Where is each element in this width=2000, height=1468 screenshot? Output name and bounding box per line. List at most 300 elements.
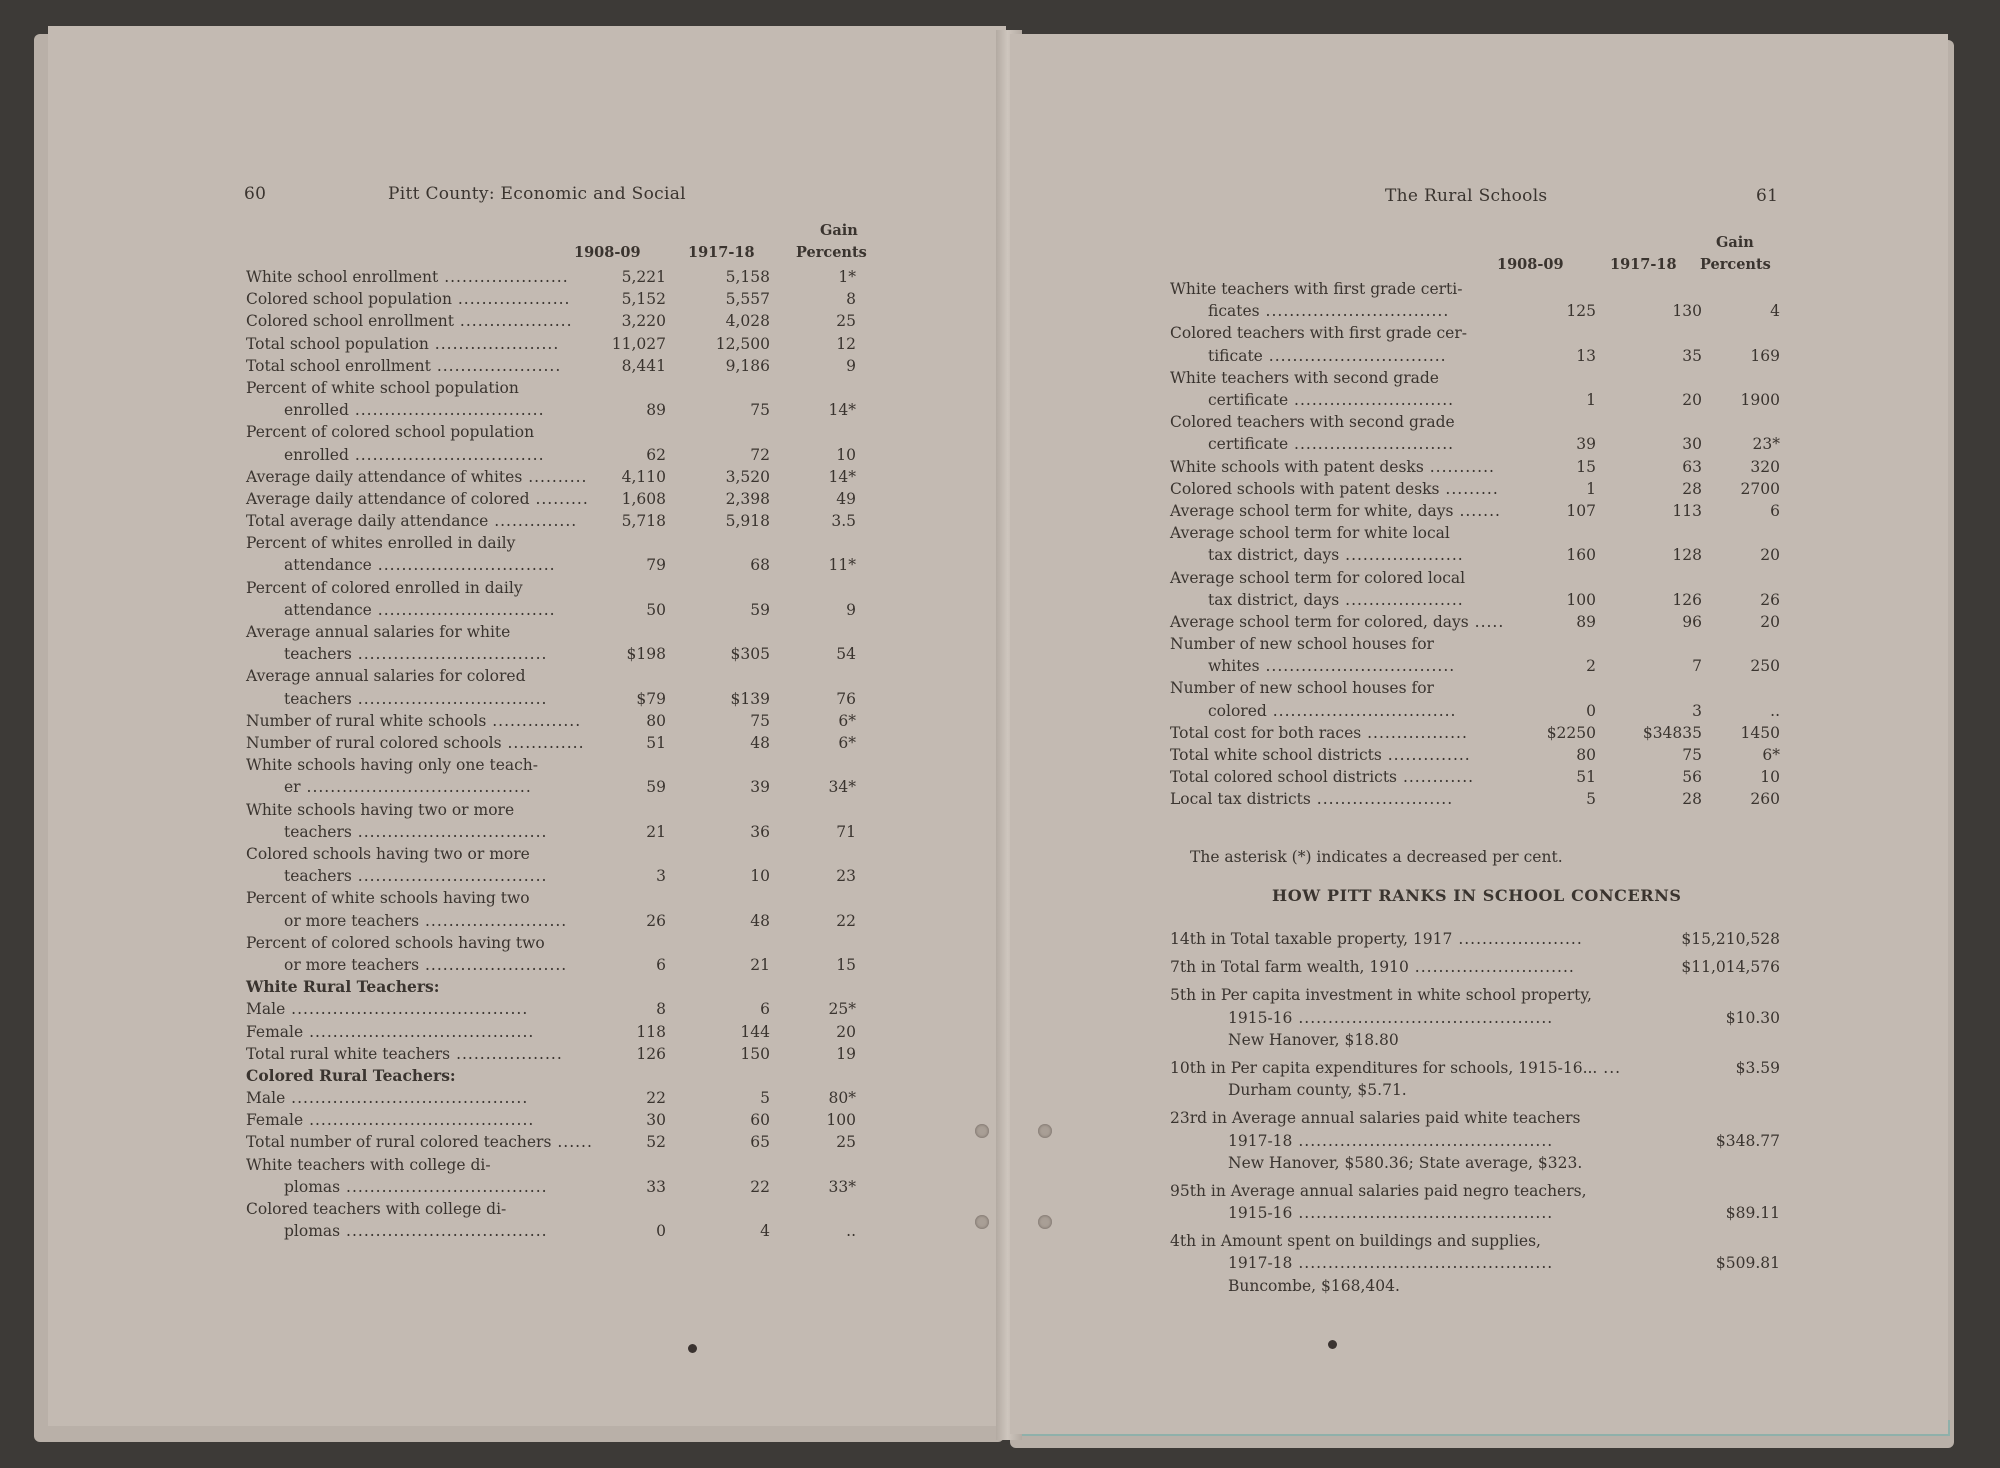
value-1908-09: 125 <box>1566 302 1596 321</box>
value-1908-09: 126 <box>636 1044 666 1063</box>
table-row <box>1170 322 1780 366</box>
leader-dots: ................................ <box>351 645 548 664</box>
leader-dots: ......... <box>529 489 589 508</box>
value-1917-18: 5,158 <box>725 267 770 286</box>
rank-position: 95th <box>1170 1181 1206 1200</box>
row-label-continuation: tax district, days .................... <box>1208 546 1464 565</box>
row-label <box>246 1021 534 1043</box>
rank-text: in Amount spent on buildings and supplies, <box>1196 1232 1541 1251</box>
value-1917-18: 144 <box>740 1022 770 1041</box>
table-row <box>246 288 856 310</box>
value-1908-09: $2250 <box>1546 723 1596 742</box>
value-1908-09: $198 <box>626 645 666 664</box>
row-label <box>246 532 556 576</box>
leader-dots: ............... <box>486 711 582 730</box>
leader-dots: ..... <box>1468 612 1505 631</box>
row-label-text: Average school term for white, days <box>1170 501 1454 520</box>
rank-text: in Total taxable property, 1917 <box>1205 930 1453 948</box>
value-1917-18: 2,398 <box>725 489 770 508</box>
table-row <box>246 1131 856 1153</box>
table-row <box>1170 411 1780 455</box>
leader-dots: .................... <box>1339 590 1464 609</box>
row-label <box>246 932 567 976</box>
gain-percent: 6* <box>838 734 856 753</box>
leader-dots: .............. <box>488 512 578 531</box>
value-1917-18: 113 <box>1672 501 1702 520</box>
rank-text: in Per capita expenditures for schools, 1915-16... <box>1205 1058 1598 1077</box>
leader-dots: ..................... <box>1452 930 1583 948</box>
row-label <box>246 754 538 798</box>
table-row <box>246 310 856 332</box>
value-1908-09: 5 <box>1586 790 1596 809</box>
rank-amount: $348.77 <box>1715 1131 1780 1150</box>
rank-text: in Average annual salaries paid negro teachers, <box>1205 1181 1587 1200</box>
right-col-1917: 1917-18 <box>1610 256 1677 273</box>
row-label-continuation: colored ............................... <box>1208 701 1457 720</box>
row-label-text: Percent of colored school population <box>246 423 535 442</box>
value-1917-18: 130 <box>1672 302 1702 321</box>
value-1908-09: 2 <box>1586 657 1596 676</box>
page-mark <box>688 1344 697 1353</box>
right-running-head: The Rural Schools <box>1385 186 1548 206</box>
gain-percent: 260 <box>1750 790 1780 809</box>
rank-item <box>1170 956 1780 978</box>
row-label-text: Average daily attendance of whites <box>246 467 523 486</box>
gain-percent: .. <box>1770 701 1780 720</box>
row-label <box>1170 788 1453 810</box>
rank-line <box>1170 1107 1780 1129</box>
gain-percent: 1900 <box>1740 390 1780 409</box>
value-1908-09: 39 <box>1576 435 1596 454</box>
row-label-text: Colored school enrollment <box>246 312 454 331</box>
row-label <box>1170 766 1474 788</box>
gain-percent: 6 <box>1770 501 1780 520</box>
value-1908-09: 50 <box>646 600 666 619</box>
row-label-continuation: attendance .............................. <box>284 600 556 619</box>
gain-percent: 14* <box>828 467 856 486</box>
leader-dots: ........................................ <box>285 1089 529 1108</box>
row-label-text: Percent of white schools having two <box>246 889 530 908</box>
rank-subnote: New Hanover, $18.80 <box>1228 1030 1399 1049</box>
right-col-gain-1: Gain <box>1716 234 1754 251</box>
row-label-continuation: attendance .............................. <box>284 556 556 575</box>
leader-dots: ........................................... <box>1292 1008 1554 1027</box>
gain-percent: 320 <box>1750 457 1780 476</box>
row-label <box>246 621 547 665</box>
leader-dots: ...................................... <box>303 1111 535 1130</box>
table-row <box>1170 677 1780 721</box>
row-label-text: Total school enrollment <box>246 356 431 375</box>
row-label <box>1170 633 1455 677</box>
gain-percent: 14* <box>828 401 856 420</box>
value-1908-09: 5,221 <box>621 267 666 286</box>
value-1917-18: 28 <box>1682 790 1702 809</box>
row-label-text: Number of rural white schools <box>246 711 487 730</box>
value-1917-18: 63 <box>1682 457 1702 476</box>
table-row <box>246 355 856 377</box>
table-row <box>246 577 856 621</box>
table-row <box>246 1109 856 1131</box>
left-page <box>48 26 1006 1426</box>
binding-hole <box>1038 1124 1052 1138</box>
row-label-continuation: enrolled ................................ <box>284 445 545 464</box>
gain-percent: 9 <box>846 600 856 619</box>
row-label-continuation: plomas .................................. <box>284 1177 548 1196</box>
gain-percent: 6* <box>838 711 856 730</box>
leader-dots: ........... <box>1423 457 1495 476</box>
row-label-continuation: teachers ................................ <box>284 689 548 708</box>
row-label <box>246 310 573 332</box>
row-label-continuation: or more teachers ........................ <box>284 955 568 974</box>
rank-position: 4th <box>1170 1232 1197 1251</box>
value-1917-18: 3,520 <box>725 467 770 486</box>
value-1917-18: 28 <box>1682 479 1702 498</box>
row-label-text: Average school term for colored, days <box>1170 612 1469 631</box>
rank-amount: $509.81 <box>1715 1254 1780 1273</box>
value-1917-18: 30 <box>1682 435 1702 454</box>
gain-percent: 15 <box>836 955 856 974</box>
value-1908-09: 0 <box>1586 701 1596 720</box>
table-row <box>246 754 856 798</box>
gain-percent: 22 <box>836 911 856 930</box>
value-1908-09: 11,027 <box>611 334 666 353</box>
right-page-number: 61 <box>1756 186 1779 206</box>
table-row <box>246 421 856 465</box>
rank-item <box>1170 1180 1780 1224</box>
rank-line <box>1170 1230 1780 1252</box>
row-label <box>246 710 581 732</box>
row-label <box>246 976 439 998</box>
row-label-text: Number of rural colored schools <box>246 734 502 753</box>
row-label-continuation: ficates ............................... <box>1208 302 1450 321</box>
gain-percent: 4 <box>1770 302 1780 321</box>
table-row <box>246 665 856 709</box>
row-label-text: Colored school population <box>246 290 452 309</box>
binding-hole <box>975 1215 989 1229</box>
row-label-text: Total number of rural colored teachers <box>246 1133 552 1152</box>
gain-percent: 25 <box>836 312 856 331</box>
table-row <box>246 266 856 288</box>
table-row <box>1170 478 1780 500</box>
rank-position: 10th <box>1170 1058 1206 1077</box>
value-1908-09: 22 <box>646 1089 666 1108</box>
row-label <box>1170 322 1467 366</box>
leader-dots: ........................ <box>419 911 568 930</box>
value-1917-18: 48 <box>750 734 770 753</box>
gain-percent: 9 <box>846 356 856 375</box>
leader-dots: ...................................... <box>300 778 532 797</box>
row-label <box>246 998 528 1020</box>
value-1917-18: 65 <box>750 1133 770 1152</box>
value-1917-18: $34835 <box>1642 723 1702 742</box>
gain-percent: 80* <box>828 1089 856 1108</box>
value-1908-09: 5,152 <box>621 290 666 309</box>
row-label-continuation: enrolled ................................ <box>284 401 545 420</box>
row-label <box>246 1087 528 1109</box>
binding-hole <box>975 1124 989 1138</box>
value-1908-09: 4,110 <box>621 467 666 486</box>
gain-percent: .. <box>846 1222 856 1241</box>
value-1908-09: 8,441 <box>621 356 666 375</box>
right-page <box>1010 34 1948 1434</box>
row-label <box>1170 411 1455 455</box>
rank-text: in Total farm wealth, 1910 <box>1196 958 1409 977</box>
leader-dots: ......... <box>1439 479 1499 498</box>
table-row <box>246 1154 856 1198</box>
leader-dots: ................... <box>453 312 573 331</box>
leader-dots: .............................. <box>371 556 556 575</box>
row-label <box>246 377 545 421</box>
row-label <box>1170 567 1465 611</box>
table-row <box>1170 278 1780 322</box>
row-label-continuation: er ...................................... <box>284 778 532 797</box>
rank-position: 23rd <box>1170 1109 1208 1128</box>
rank-position: 14th <box>1170 930 1206 948</box>
row-label <box>246 1109 534 1131</box>
value-1908-09: 3 <box>656 867 666 886</box>
row-label-text: Percent of whites enrolled in daily <box>246 534 516 553</box>
value-1917-18: 59 <box>750 600 770 619</box>
leader-dots: .............................. <box>371 600 556 619</box>
gain-percent: 34* <box>828 778 856 797</box>
left-running-head: Pitt County: Economic and Social <box>388 184 686 204</box>
row-label-continuation: plomas .................................. <box>284 1222 548 1241</box>
row-label-text: Number of new school houses for <box>1170 635 1434 654</box>
row-label-continuation: teachers ................................ <box>284 822 548 841</box>
gain-percent: 100 <box>826 1111 856 1130</box>
value-1917-18: 7 <box>1692 657 1702 676</box>
row-label-text: Male <box>246 1000 286 1019</box>
row-label <box>1170 478 1499 500</box>
value-1917-18: 3 <box>1692 701 1702 720</box>
rank-item <box>1170 1230 1780 1297</box>
row-label-continuation: or more teachers ........................ <box>284 911 568 930</box>
value-1917-18: 126 <box>1672 590 1702 609</box>
leader-dots: ............. <box>501 734 585 753</box>
row-label-text: Male <box>246 1089 286 1108</box>
row-label-text: Average school term for white local <box>1170 524 1450 543</box>
table-row <box>1170 722 1780 744</box>
rank-subnote: Buncombe, $168,404. <box>1228 1276 1400 1295</box>
value-1908-09: 80 <box>646 711 666 730</box>
leader-dots: .............................. <box>1262 346 1447 365</box>
row-label-text: Colored teachers with second grade <box>1170 413 1455 432</box>
row-label <box>246 333 559 355</box>
row-label-text: Average annual salaries for colored <box>246 667 526 686</box>
value-1908-09: 52 <box>646 1133 666 1152</box>
table-row <box>1170 611 1780 633</box>
row-label-text: White teachers with second grade <box>1170 368 1439 387</box>
gain-percent: 33* <box>828 1177 856 1196</box>
value-1908-09: 1 <box>1586 479 1596 498</box>
leader-dots: ........................... <box>1288 435 1455 454</box>
leader-dots: ........................................... <box>1292 1131 1554 1150</box>
value-1917-18: 4,028 <box>725 312 770 331</box>
gain-percent: 71 <box>836 822 856 841</box>
leader-dots: ...................................... <box>303 1022 535 1041</box>
leader-dots: ....................... <box>1310 790 1454 809</box>
gain-percent: 20 <box>836 1022 856 1041</box>
value-1908-09: 13 <box>1576 346 1596 365</box>
row-label-text: Female <box>246 1111 304 1130</box>
row-label <box>246 843 547 887</box>
leader-dots: ........................... <box>1408 958 1575 977</box>
table-row <box>246 488 856 510</box>
rank-amount: $11,014,576 <box>1681 958 1780 977</box>
row-label-continuation: certificate ........................... <box>1208 435 1455 454</box>
row-label-continuation: certificate ........................... <box>1208 390 1455 409</box>
gain-percent: 26 <box>1760 590 1780 609</box>
table-row <box>1170 522 1780 566</box>
value-1908-09: 62 <box>646 445 666 464</box>
row-label <box>246 355 561 377</box>
row-label <box>246 799 547 843</box>
rank-amount: $10.30 <box>1725 1008 1780 1027</box>
row-label <box>246 1131 593 1153</box>
table-row <box>246 377 856 421</box>
value-1917-18: 56 <box>1682 768 1702 787</box>
rank-line <box>1170 1057 1780 1079</box>
row-label <box>246 288 570 310</box>
row-label <box>246 1043 563 1065</box>
left-col-gain-2: Percents <box>796 244 867 261</box>
rank-line <box>1170 1180 1780 1202</box>
gain-percent: 1* <box>838 267 856 286</box>
rank-line <box>1170 956 1780 978</box>
row-label-continuation: tax district, days .................... <box>1208 590 1464 609</box>
value-1917-18: 75 <box>1682 746 1702 765</box>
row-label-text: White teachers with college di- <box>246 1155 491 1174</box>
rank-amount: $15,210,528 <box>1681 930 1780 948</box>
row-label-continuation: teachers ................................ <box>284 867 548 886</box>
row-label-text: Local tax districts <box>1170 790 1311 809</box>
leader-dots: .................................. <box>340 1222 548 1241</box>
table-row <box>246 1065 826 1087</box>
table-row <box>246 510 856 532</box>
value-1917-18: $139 <box>730 689 770 708</box>
row-label-text: White Rural Teachers: <box>246 977 440 997</box>
table-row <box>1170 744 1780 766</box>
gain-percent: 250 <box>1750 657 1780 676</box>
row-label <box>1170 611 1504 633</box>
table-row <box>1170 766 1780 788</box>
row-label-text: Total cost for both races <box>1170 723 1362 742</box>
rank-line <box>1170 1130 1780 1152</box>
table-row <box>246 466 856 488</box>
value-1908-09: 0 <box>656 1222 666 1241</box>
value-1908-09: 89 <box>646 401 666 420</box>
table-row <box>246 1043 856 1065</box>
leader-dots: ................. <box>1361 723 1468 742</box>
value-1917-18: 9,186 <box>725 356 770 375</box>
rank-amount: $89.11 <box>1725 1204 1780 1223</box>
value-1908-09: 3,220 <box>621 312 666 331</box>
rank-line <box>1170 928 1780 950</box>
table-row <box>1170 456 1780 478</box>
value-1917-18: 5,918 <box>725 512 770 531</box>
row-label <box>1170 744 1471 766</box>
row-label <box>246 887 567 931</box>
row-label <box>246 421 545 465</box>
row-label-text: Colored schools having two or more <box>246 845 530 863</box>
row-label-text: White schools having only one teach- <box>246 756 539 775</box>
row-label <box>246 510 577 532</box>
row-label <box>1170 522 1464 566</box>
value-1917-18: 4 <box>760 1222 770 1241</box>
leader-dots: ...... <box>551 1133 593 1152</box>
row-label <box>246 665 547 709</box>
row-label-text: Total average daily attendance <box>246 512 489 531</box>
left-col-gain-1: Gain <box>820 222 858 239</box>
value-1908-09: 51 <box>1576 768 1596 787</box>
gain-percent: 1450 <box>1740 723 1780 742</box>
value-1908-09: 80 <box>1576 746 1596 765</box>
leader-dots: ... <box>1597 1058 1622 1077</box>
rank-amount: $3.59 <box>1735 1058 1780 1077</box>
value-1917-18: 128 <box>1672 546 1702 565</box>
row-label-text: Colored schools with patent desks <box>1170 479 1440 498</box>
leader-dots: ................................ <box>348 401 545 420</box>
leader-dots: ............ <box>1397 768 1475 787</box>
rank-text: 1915-16 <box>1228 1204 1293 1223</box>
leader-dots: ............................... <box>1259 302 1450 321</box>
value-1917-18: 48 <box>750 911 770 930</box>
row-label <box>1170 500 1501 522</box>
row-label-text: Female <box>246 1022 304 1041</box>
value-1908-09: 15 <box>1576 457 1596 476</box>
right-col-gain-2: Percents <box>1700 256 1771 273</box>
value-1917-18: 150 <box>740 1044 770 1063</box>
leader-dots: ........................................... <box>1292 1254 1554 1273</box>
table-row <box>246 732 856 754</box>
table-row <box>246 887 856 931</box>
row-label-text: Percent of white school population <box>246 378 519 397</box>
value-1917-18: 6 <box>760 1000 770 1019</box>
value-1908-09: 89 <box>1576 612 1596 631</box>
row-label-text: Percent of colored enrolled in daily <box>246 578 523 597</box>
value-1908-09: 5,718 <box>621 512 666 531</box>
row-label <box>246 488 589 510</box>
rank-line <box>1170 984 1780 1006</box>
value-1917-18: 96 <box>1682 612 1702 631</box>
leader-dots: ................................ <box>348 445 545 464</box>
table-row <box>246 1198 856 1242</box>
leader-dots: .................................. <box>340 1177 548 1196</box>
row-label-text: Total colored school districts <box>1170 768 1398 787</box>
row-label-text: Colored teachers with college di- <box>246 1200 507 1219</box>
left-page-number: 60 <box>244 184 267 204</box>
leader-dots: ................................ <box>351 689 548 708</box>
gain-percent: 2700 <box>1740 479 1780 498</box>
right-statistics-table <box>1170 278 1780 811</box>
gain-percent: 20 <box>1760 546 1780 565</box>
rank-position: 5th <box>1170 986 1197 1005</box>
left-statistics-table <box>246 266 856 1242</box>
row-label-text: White teachers with first grade certi- <box>1170 280 1463 298</box>
rank-text: 1917-18 <box>1228 1131 1293 1150</box>
leader-dots: ..................... <box>438 268 569 286</box>
value-1908-09: $79 <box>636 689 666 708</box>
value-1908-09: 6 <box>656 955 666 974</box>
gain-percent: 20 <box>1760 612 1780 631</box>
table-row <box>246 843 856 887</box>
value-1908-09: 160 <box>1566 546 1596 565</box>
row-label-text: Average daily attendance of colored <box>246 489 530 508</box>
value-1917-18: 75 <box>750 401 770 420</box>
rank-position: 7th <box>1170 958 1197 977</box>
binding-hole <box>1038 1215 1052 1229</box>
leader-dots: ............................... <box>1266 701 1457 720</box>
